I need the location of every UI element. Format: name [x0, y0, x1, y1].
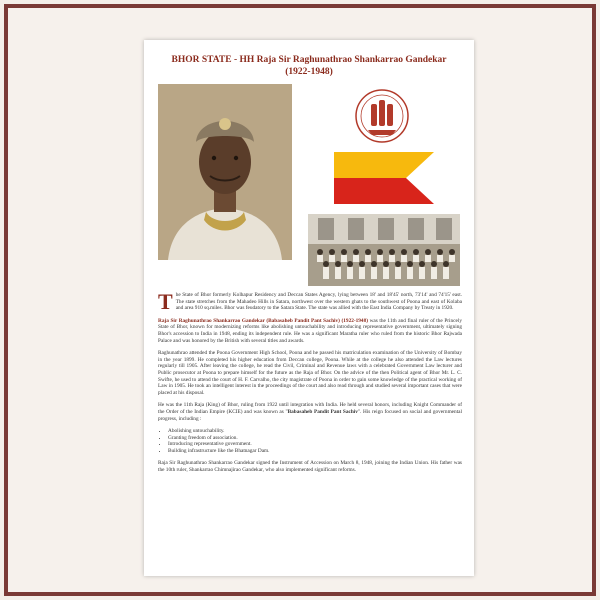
page-title [150, 54, 468, 78]
group-photo-illustration [308, 214, 460, 286]
list-item: • Introducing representative government. [168, 441, 462, 448]
poster-sheet [144, 40, 474, 576]
reign-text-a: He was the 11th Raja (King) of Bhor, ruling from 1922 until integration with India. He held several honors, including Knight Commander of the Order of the Indian Empire (KCIE) and was known as " [158, 402, 462, 415]
list-item: • Building infrastructure like the Bhatnagar Dam. [168, 448, 462, 455]
title-line-1: BHOR STATE - HH Raja Sir Raghunathrao Shankarrao Gandekar [171, 55, 447, 65]
reforms-list [168, 428, 462, 454]
education-paragraph: Raghunathrao attended the Poona Government High School, Poona and he passed his matriculation examination of the University of Bombay in the year 1899. He completed his higher education from Deccan college, Poona. While at the college he also attended the Law lectures regularly till 1905. After leaving the college, he read the Civil, Criminal and Revenue laws with a celebrated Government Law lecturer and Public prosecutor at Poona to prepare himself for the future as the Raja of Bhor. On the advice of the then Political agent of Bhor Mr. L. C. Swifte, he used to attend the court of H. F. Carvalho, the city magistrate of Poona in order to gain some knowledge of the practical working of Law in 1905. He took an intelligent interest in the proceedings of the court and also read through and studied several important cases that were placed at his disposal. [158, 350, 462, 396]
ruler-text: was the 11th and final ruler of the Princely State of Bhor, known for modernizing reforms like abolishing untouchability and introducing representative government, ultimately signing Bhor's accession to India in 1948, ending its independent rule. He was a significant Maratha ruler who ruled from the historic Bhor Rajwada Palace and was honored by the British with several titles and awards. [158, 317, 462, 344]
group-photo [308, 214, 460, 286]
ruler-paragraph [158, 318, 462, 344]
drop-cap: T [158, 289, 173, 314]
reign-text-c: ". His reign focused on social and governmental progress, including : [158, 408, 462, 422]
reign-paragraph [158, 402, 462, 422]
reign-title: Babasaheb Pandit Pant Sachiv [287, 408, 358, 415]
portrait-illustration [158, 84, 292, 260]
list-item: • Granting freedom of association. [168, 435, 462, 442]
portrait-photo [158, 84, 292, 260]
state-flag-icon [334, 152, 434, 204]
accession-paragraph: Raja Sir Raghunathrao Shankarrao Gandekar signed the Instrument of Accession on March 8, 1948, joining the Indian Union. His father was the 10th ruler, Shankarrao Chimnajirao Gandekar, who also implemented significant reforms. [158, 460, 462, 474]
poster-frame [4, 4, 596, 596]
ruler-name: Raja Sir Raghunathrao Shankarrao Gandekar (Babasaheb Pandit Pant Sachiv) (1922-1948) [158, 317, 368, 324]
intro-text: he State of Bhor formerly Kolhapur Residency and Deccan States Agency, lying between 18' and 18'45' north, 73'14' and 74'15' east. The state stretches from the Mahadeo Hills in Satara, northwest over the western ghats to the southwest of Poona and east of Kolaba and area 910 sq.miles. Bhor was feudatory to the Satara State. The state was allied with the East India Company by Treaty in 1920. [175, 292, 462, 312]
intro-paragraph [158, 289, 462, 314]
royal-emblem-icon [354, 88, 410, 144]
article-body [158, 289, 462, 480]
title-line-2: (1922-1948) [285, 67, 333, 77]
list-item: • Abolishing untouchability. [168, 428, 462, 435]
